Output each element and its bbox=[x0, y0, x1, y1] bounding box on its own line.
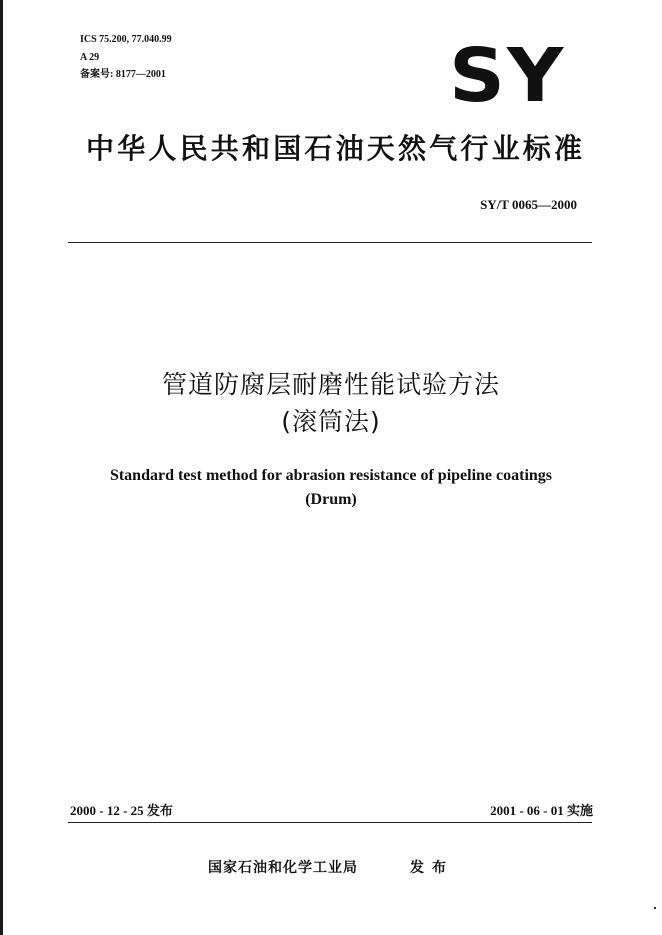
implementation-date: 2001 - 06 - 01 实施 bbox=[490, 803, 593, 818]
bottom-divider bbox=[68, 822, 592, 823]
scan-dot bbox=[654, 907, 656, 909]
title-english: Standard test method for abrasion resistance of pipeline coatings bbox=[109, 467, 553, 484]
title-chinese: 管道防腐层耐磨性能试验方法 bbox=[161, 370, 500, 399]
classification-code: A 29 bbox=[80, 52, 100, 63]
standard-number: SY/T 0065—2000 bbox=[480, 197, 577, 212]
issue-date: 2000 - 12 - 25 发布 bbox=[70, 803, 173, 818]
title-chinese-method: (滚筒法) bbox=[281, 407, 381, 436]
issuing-authority: 国家石油和化学工业局 bbox=[208, 860, 358, 876]
sy-logo: SY bbox=[449, 33, 566, 119]
ics-code: ICS 75.200, 77.040.99 bbox=[80, 34, 172, 45]
issued-label: 发布 bbox=[410, 860, 454, 876]
record-number: 备案号: 8177—2001 bbox=[80, 69, 166, 80]
title-english-method: (Drum) bbox=[305, 491, 357, 508]
industry-standard-title: 中华人民共和国石油天然气行业标准 bbox=[86, 132, 586, 165]
top-divider bbox=[68, 242, 592, 243]
